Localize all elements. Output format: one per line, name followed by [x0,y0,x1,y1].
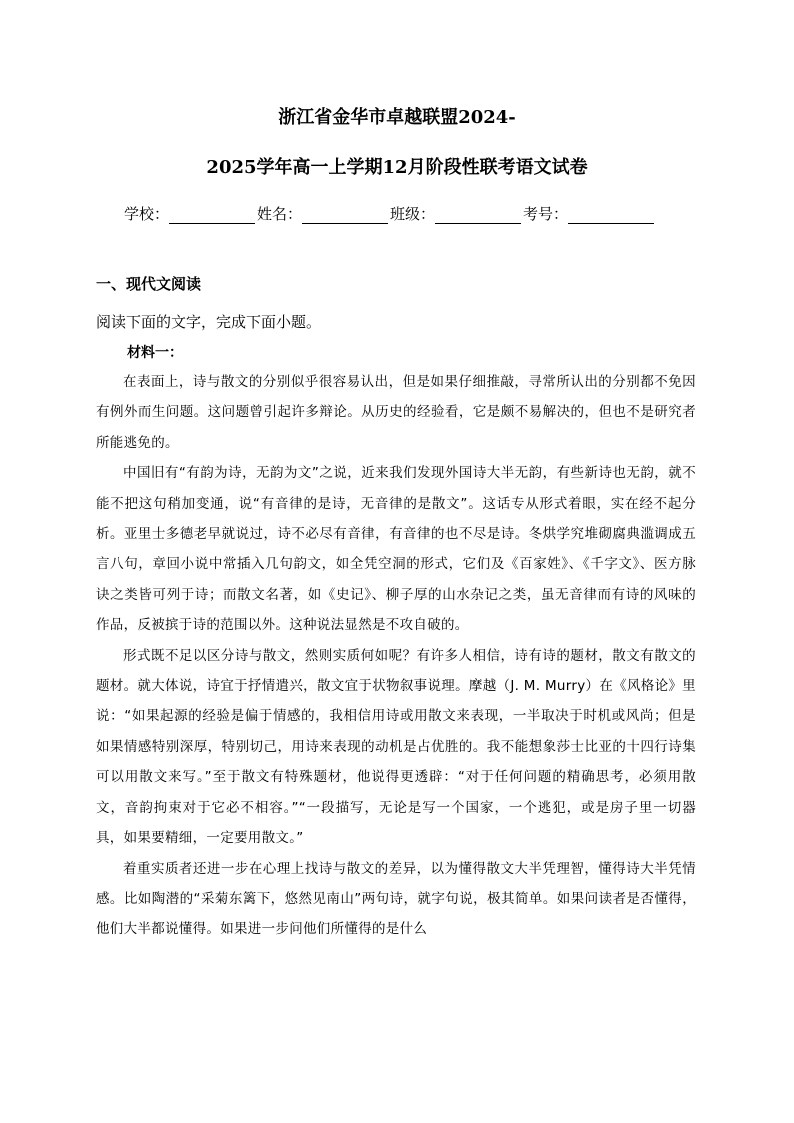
document-title-line-2: 2025学年高一上学期12月阶段性联考语文试卷 [206,157,588,178]
exam-number-field [523,203,656,224]
name-field [257,203,390,224]
name-label: 姓名： [257,205,303,223]
class-field [390,203,523,224]
paragraph: 形式既不足以区分诗与散文，然则实质何如呢？有许多人相信，诗有诗的题材，散文有散文的题材。就大体说，诗宜于抒情遣兴，散文宜于状物叙事说理。摩越（J. M. Murry）在《风格论》里说：“如果起源的经验是偏于情感的，我相信用诗或用散文来表现，一半取决于时机或风尚；但是如果情感特别深厚，特别切己，用诗来表现的动机是占优胜的。我不能想象莎士比亚的十四行诗集可以用散文来写。”至于散文有特殊题材，他说得更透辟：“对于任何问题的精确思考，必须用散文，音韵拘束对于它必不相容。”“一段描写，无论是写一个国家，一个逃犯，或是房子里一切器具，如果要精细，一定要用散文。” [96,647,696,847]
material-body [96,367,696,945]
school-blank [169,207,255,224]
material-label: 材料一： [127,345,183,361]
reading-instruction: 阅读下面的文字，完成下面小题。 [96,313,322,331]
school-label: 学校： [124,205,170,223]
class-label: 班级： [390,205,436,223]
exam-number-blank [568,207,654,224]
paragraph: 中国旧有“有韵为诗，无韵为文”之说，近来我们发现外国诗大半无韵，有些新诗也无韵，就不能不把这句稍加变通，说“有音律的是诗，无音律的是散文”。这话专从形式着眼，实在经不起分析。亚里士多德老早就说过，诗不必尽有音律，有音律的也不尽是诗。冬烘学究堆砌腐典滥调成五言八句，章回小说中常插入几句韵文，如全凭空洞的形式，它们及《百家姓》、《千字文》、医方脉诀之类皆可列于诗；而散文名著，如《史记》、柳子厚的山水杂记之类，虽无音律而有诗的风味的作品，反被摈于诗的范围以外。这种说法显然是不攻自破的。 [96,465,696,634]
name-blank [302,207,388,224]
student-info-row [124,203,656,224]
class-blank [435,207,521,224]
section-heading: 一、现代文阅读 [96,275,202,293]
paragraph: 在表面上，诗与散文的分别似乎很容易认出，但是如果仔细推敲，寻常所认出的分别都不免因有例外而生问题。这问题曾引起许多辩论。从历史的经验看，它是颇不易解决的，但也不是研究者所能逃免的。 [96,374,696,451]
document-title-line-1: 浙江省金华市卓越联盟2024- [278,107,516,128]
paragraph: 着重实质者还进一步在心理上找诗与散文的差异，以为懂得散文大半凭理智，懂得诗大半凭情感。比如陶潜的“采菊东篱下，悠然见南山”两句诗，就字句说，极其简单。如果问读者是否懂得，他们大半都说懂得。如果进一步问他们所懂得的是什么 [96,860,696,938]
school-field [124,203,257,224]
exam-number-label: 考号： [523,205,569,223]
